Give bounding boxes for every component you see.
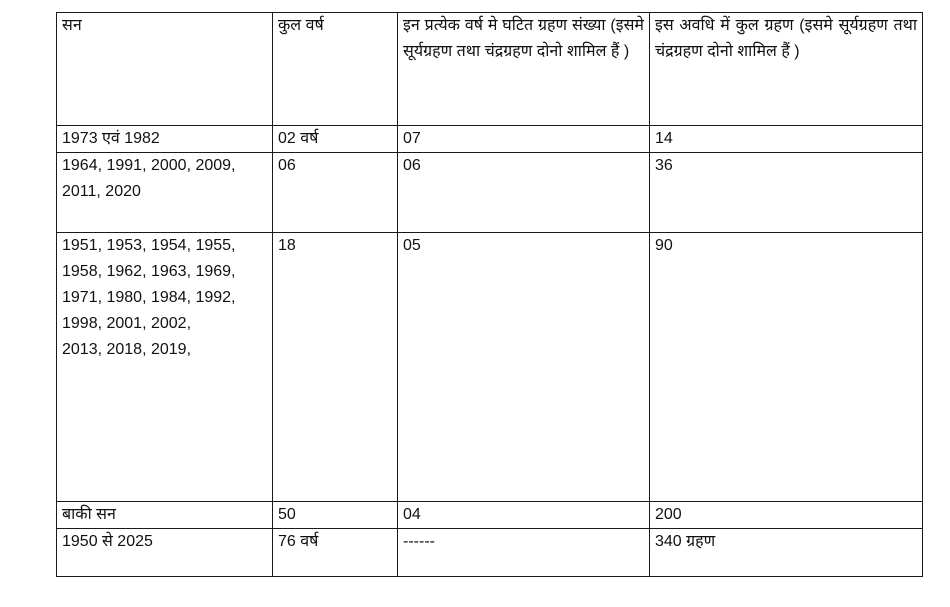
cell-eclipses-per-year: 06	[398, 153, 650, 233]
cell-eclipses-per-year: 07	[398, 126, 650, 153]
cell-total-years: 50	[273, 502, 398, 529]
table-row	[57, 233, 923, 502]
cell-total-years: 76 वर्ष	[273, 529, 398, 577]
table-row-summary	[57, 529, 923, 577]
cell-eclipses-per-year: 04	[398, 502, 650, 529]
cell-total-years: 18	[273, 233, 398, 502]
header-eclipses-per-year: इन प्रत्येक वर्ष मे घटित ग्रहण संख्या (इसमे सूर्यग्रहण तथा चंद्रग्रहण दोनो शामिल हैं )	[398, 13, 650, 126]
years-line: 1964, 1991, 2000, 2009,	[62, 157, 236, 174]
cell-total-eclipses: 14	[650, 126, 923, 153]
header-total-years: कुल वर्ष	[273, 13, 398, 126]
cell-total-eclipses: 340 ग्रहण	[650, 529, 923, 577]
years-line: 2013, 2018, 2019,	[62, 341, 192, 358]
cell-total-eclipses: 36	[650, 153, 923, 233]
table-row	[57, 502, 923, 529]
table-row	[57, 126, 923, 153]
eclipse-table	[56, 12, 923, 577]
cell-total-years: 06	[273, 153, 398, 233]
cell-eclipses-per-year: ------	[398, 529, 650, 577]
cell-years	[57, 529, 273, 577]
cell-years	[57, 153, 273, 233]
cell-total-years: 02 वर्ष	[273, 126, 398, 153]
cell-total-eclipses: 200	[650, 502, 923, 529]
cell-years	[57, 233, 273, 502]
years-line: 2011, 2020	[62, 183, 141, 200]
header-total-eclipses: इस अवधि में कुल ग्रहण (इसमे सूर्यग्रहण तथा चंद्रग्रहण दोनो शामिल हैं )	[650, 13, 923, 126]
years-line: 1998, 2001, 2002,	[62, 315, 192, 332]
cell-years	[57, 126, 273, 153]
header-years: सन	[57, 13, 273, 126]
years-line: 1951, 1953, 1954, 1955,	[62, 237, 236, 254]
cell-total-eclipses: 90	[650, 233, 923, 502]
years-line: 1950 से 2025	[62, 533, 153, 550]
years-line: 1973 एवं 1982	[62, 130, 160, 147]
years-line: 1971, 1980, 1984, 1992,	[62, 289, 236, 306]
years-line: 1958, 1962, 1963, 1969,	[62, 263, 236, 280]
cell-years	[57, 502, 273, 529]
table-header-row	[57, 13, 923, 126]
cell-eclipses-per-year: 05	[398, 233, 650, 502]
years-line: बाकी सन	[62, 506, 116, 523]
table-row	[57, 153, 923, 233]
